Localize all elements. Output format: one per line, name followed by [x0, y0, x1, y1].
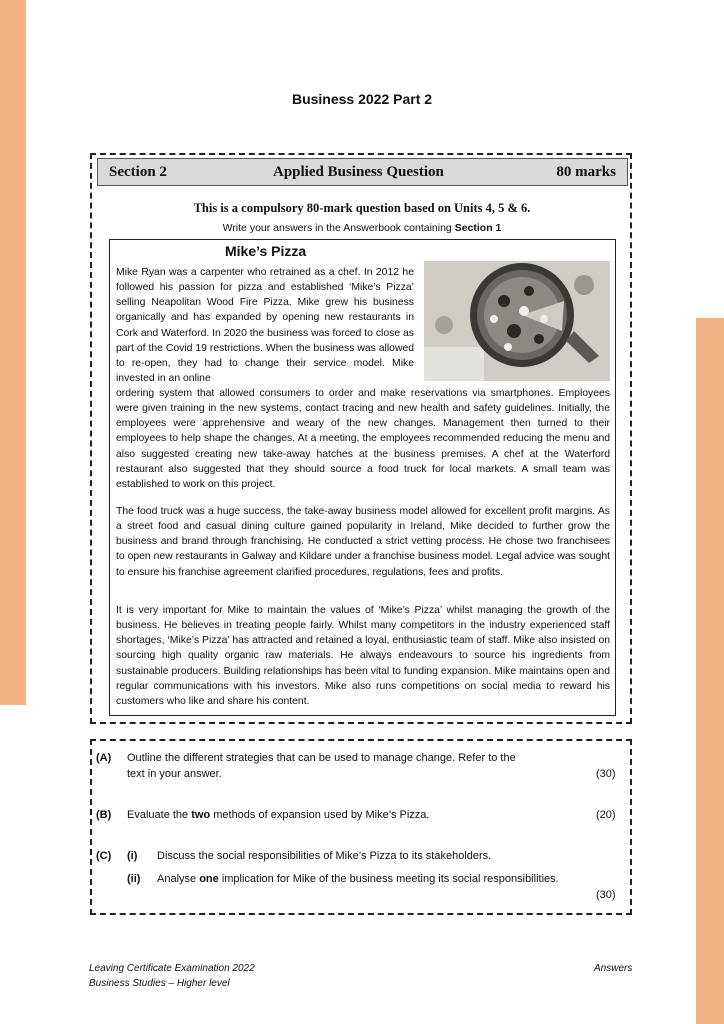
question-c-ii-text-pre: Analyse: [157, 873, 200, 885]
case-paragraph-2: The food truck was a huge success, the take-away business model allowed for excellent profit margins. As a street food and casual dining culture gained popularity in Ireland, Mike decided to further grow the business and brand through franchising. He conducted a strict vetting process. He chose two franchisees to open new restaurants in Galway and Kildare under a franchise business model. Legal advice was sought to ensure his franchise agreement clarified procedures, regulations, fees and profits.: [116, 506, 610, 578]
question-b-text: [127, 809, 429, 821]
section-label: Section 2: [109, 164, 167, 180]
question-c-ii-text-bold: one: [199, 873, 219, 885]
section-title: Applied Business Question: [273, 164, 444, 180]
question-b-text-post: methods of expansion used by Mike’s Pizza.: [210, 809, 430, 821]
write-instruction-section: Section 1: [454, 222, 502, 234]
case-paragraph-3: It is very important for Mike to maintain the values of ‘Mike’s Pizza’ whilst managing the growth of the business. He believes in treating people fairly. Whilst many competitors in the industry experienced staff shortages, ‘Mike’s Pizza’ has attracted and retained a loyal, enthusiastic team of staff. Mike also insisted on sourcing high quality organic raw materials. He always endeavours to source his ingredients from sustainable producers. Building relationships has been vital to funding expansion. Mike maintains open and regular communications with his investors. Mike also runs competitions on social media to reward his customers who like and share his content.: [116, 605, 610, 707]
page-title: Business 2022 Part 2: [291, 91, 433, 107]
question-a-marks: (30): [596, 768, 616, 780]
question-c-ii-label: [127, 873, 140, 885]
questions-dashed-border: [90, 739, 632, 915]
question-c-i-label: [127, 850, 137, 862]
write-instruction-text: Write your answers in the Answerbook containing: [222, 222, 452, 234]
question-c-i-text: Discuss the social responsibilities of Mike’s Pizza to its stakeholders.: [157, 850, 492, 862]
question-b-text-pre: Evaluate the: [127, 809, 192, 821]
question-b-number: (B): [96, 809, 112, 821]
question-c-ii-text: [157, 873, 559, 885]
question-a-line1: Outline the different strategies that can be used to manage change. Refer to the: [127, 752, 516, 764]
question-c-label: [96, 850, 111, 862]
question-c-ii-number: (ii): [127, 873, 141, 885]
question-c-i-number: (i): [127, 850, 138, 862]
question-a-number: (A): [96, 752, 112, 764]
case-study-title: Mike’s Pizza: [225, 243, 307, 259]
right-accent-band: [696, 318, 724, 1024]
section-marks: 80 marks: [556, 164, 616, 180]
question-a-label: [96, 752, 111, 764]
pizza-photo: [424, 261, 610, 381]
footer-subject-level: Business Studies – Higher level: [89, 978, 230, 989]
question-c-number: (C): [96, 850, 112, 862]
case-paragraph-1-top: Mike Ryan was a carpenter who retrained as a chef. In 2012 he followed his passion for pizza and established ‘Mike’s Pizza’ selling Neapolitan Wood Fire Pizza. Mike grew his business organically and has expanded by opening new restaurants in Cork and Waterford. In 2020 the business was forced to close as part of the Covid 19 restrictions. When the business was allowed to re-open, they had to change their service model. Mike invested in an online: [116, 267, 414, 385]
question-c-marks: (30): [596, 889, 616, 901]
pizza-photo-graphic: [424, 261, 610, 381]
question-a-line2: text in your answer.: [127, 768, 222, 780]
question-c-ii-text-post: implication for Mike of the business meeting its social responsibilities.: [218, 873, 559, 885]
footer-answers-label: Answers: [594, 963, 633, 974]
case-paragraph-1-bottom: ordering system that allowed consumers to order and make reservations via smartphones. Employees were given training in the new systems, contact tracing and new health and safety guidelines. Initially, the employees were apprehensive and weary of the new changes. Management then turned to their employees to help shape the changes. At a meeting, the employees recommended reducing the menu and also suggested creating new take-away hatches at the business premises. A chef at the Waterford restaurant also suggested that they should source a food truck for local markets. A small team was established to work on this project.: [116, 388, 610, 490]
write-instruction: [0, 222, 724, 234]
footer-exam-name: Leaving Certificate Examination 2022: [89, 963, 255, 974]
section-header-bar: [97, 158, 628, 186]
question-b-label: [96, 809, 111, 821]
question-b-text-bold: two: [191, 809, 211, 821]
compulsory-note: This is a compulsory 80-mark question based on Units 4, 5 & 6.: [193, 201, 531, 215]
question-b-marks: (20): [596, 809, 616, 821]
